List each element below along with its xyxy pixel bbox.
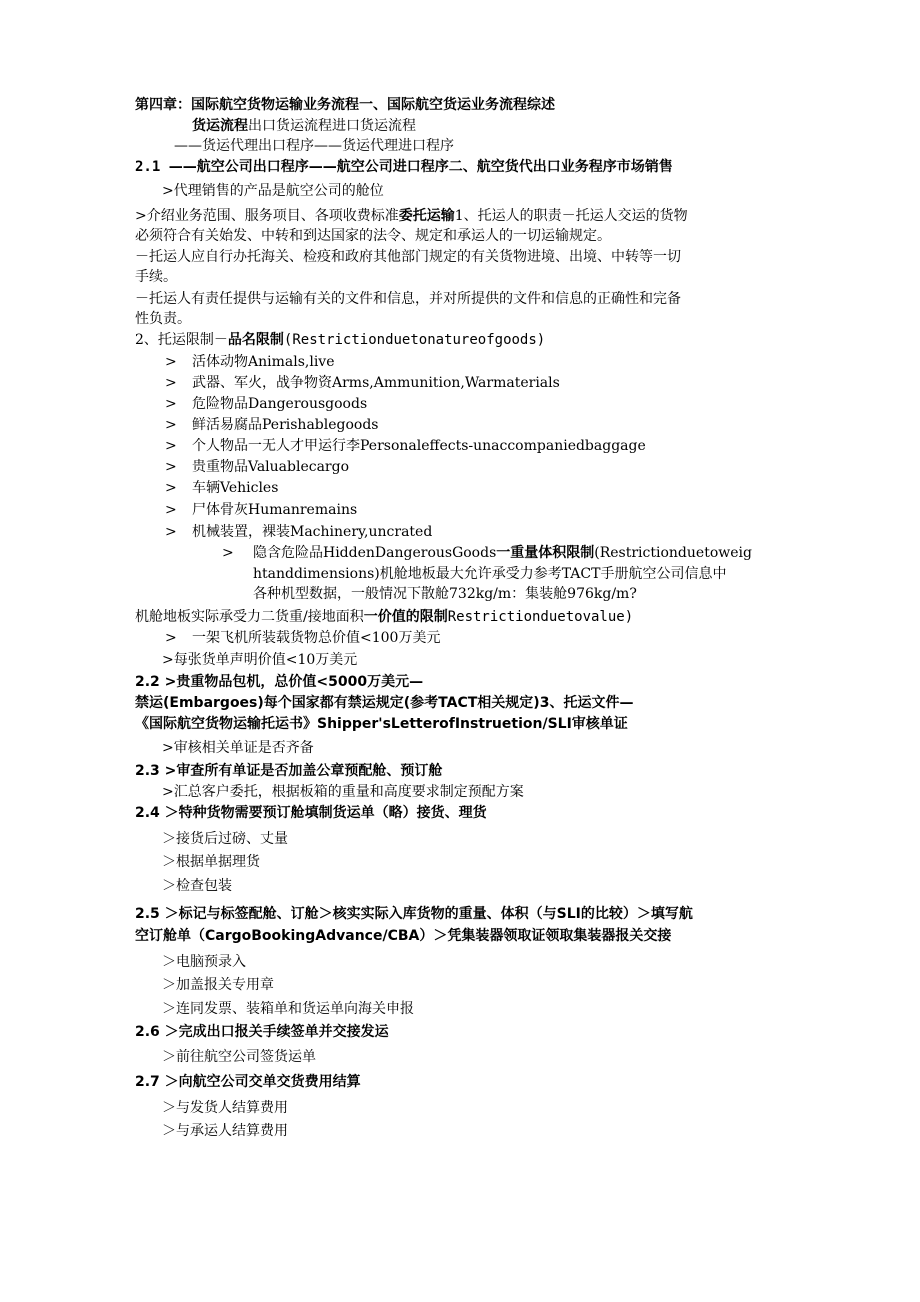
list-item-text: 个人物品一无人才甲运行李Personaleffects-unaccompaniedbaggage <box>192 438 646 454</box>
list-item-text: 武器、军火，战争物资Arms,Ammunition,Warmaterials <box>192 375 560 391</box>
text-segment: Restrictionduetovalue) <box>447 609 634 625</box>
section-2-5: 2.5 ＞标记与标签配舱、订舱＞核实实际入库货物的重量、体积（与SLI的比较）＞填写航 <box>135 906 693 922</box>
list-item <box>165 374 560 392</box>
text-line: －托运人应自行办托海关、检疫和政府其他部门规定的有关货物进境、出境、中转等一切 <box>135 249 681 265</box>
text-line: 禁运(Embargoes)每个国家都有禁运规定(参考TACT相关规定)3、托运文件— <box>135 695 634 711</box>
list-item-text: 鲜活易腐品Perishablegoods <box>192 417 379 433</box>
flow-line <box>192 117 416 135</box>
text-line: ＞根据单据理货 <box>162 854 260 870</box>
section-2-6: 2.6 ＞完成出口报关手续签单并交接发运 <box>135 1024 389 1040</box>
flow-label: 货运流程 <box>192 118 248 134</box>
text-line: －托运人有责任提供与运输有关的文件和信息，并对所提供的文件和信息的正确性和完备 <box>135 291 681 307</box>
bold-term: 委托运输 <box>398 208 455 224</box>
bold-term: 一价值的限制 <box>363 609 448 625</box>
text-segment: >介绍业务范围、服务项目、各项收费标准 <box>135 208 399 224</box>
list-item <box>165 479 278 497</box>
bullet: > <box>165 459 177 475</box>
text-line: >汇总客户委托，根据板箱的重量和高度要求制定预配方案 <box>162 784 524 800</box>
text-line: htanddimensions)机舱地板最大允许承受力参考TACT手册航空公司信息中 <box>253 566 727 582</box>
list-item <box>165 629 440 647</box>
list-item-text: 一架飞机所装载货物总价值<100万美元 <box>192 630 441 646</box>
bullet: > <box>165 480 177 496</box>
text-line: >代理销售的产品是航空公司的舱位 <box>162 183 384 199</box>
bullet: > <box>165 354 177 370</box>
flow-text: 出口货运流程进口货运流程 <box>248 118 416 134</box>
section-2-1 <box>135 158 673 176</box>
list-item-text: 危险物品Dangerousgoods <box>192 396 368 412</box>
agent-flow-line: ——货运代理出口程序——货运代理进口程序 <box>174 138 454 154</box>
text-segment: 隐含危险品HiddenDangerousGoods <box>253 545 497 561</box>
bullet: > <box>165 438 177 454</box>
text-line: 必须符合有关始发、中转和到达国家的法令、规定和承运人的一切运输规定。 <box>135 228 611 244</box>
bullet: > <box>165 375 177 391</box>
section-number: 2.1 <box>135 159 169 175</box>
text-line <box>135 608 633 626</box>
text-line: ＞加盖报关专用章 <box>162 977 274 993</box>
text-line: 性负责。 <box>135 311 191 327</box>
text-line: 空订舱单（CargoBookingAdvance/CBA）＞凭集装器领取证领取集装器报关交接 <box>135 928 672 944</box>
text-line: ＞与发货人结算费用 <box>162 1100 288 1116</box>
text-line <box>135 207 688 225</box>
section-2-3: 2.3 >审查所有单证是否加盖公章预配舱、预订舱 <box>135 763 443 779</box>
bullet: > <box>165 630 177 646</box>
text-segment: 2、托运限制－ <box>135 332 228 348</box>
bullet: > <box>165 417 177 433</box>
bullet: > <box>222 545 234 561</box>
bold-term: 品名限制 <box>227 332 284 348</box>
list-item <box>165 416 378 434</box>
text-segment: (Restrictionduetonatureofgoods) <box>283 332 546 348</box>
text-line: ＞与承运人结算费用 <box>162 1123 288 1139</box>
list-item-text: 活体动物Animals,live <box>192 354 335 370</box>
text-line: ＞检查包装 <box>162 878 232 894</box>
nested-list-item <box>222 544 752 562</box>
list-item <box>165 458 349 476</box>
list-item-text: 贵重物品Valuablecargo <box>192 459 350 475</box>
restriction-heading <box>135 331 545 349</box>
section-2-7: 2.7 ＞向航空公司交单交货费用结算 <box>135 1074 361 1090</box>
text-line: 手续。 <box>135 269 177 285</box>
bullet: > <box>165 524 177 540</box>
list-item <box>165 395 367 413</box>
text-line: >审核相关单证是否齐备 <box>162 740 314 756</box>
section-2-2: 2.2 >贵重物品包机，总价值<5000万美元— <box>135 674 424 690</box>
bold-term: 一重量体积限制 <box>496 545 595 561</box>
text-line: ＞连同发票、装箱单和货运单向海关申报 <box>162 1001 414 1017</box>
list-item-text: 机械装置，裸装Machinery,uncrated <box>192 524 433 540</box>
section-2-4: 2.4 ＞特种货物需要预订舱填制货运单（略）接货、理货 <box>135 805 487 821</box>
list-item <box>165 353 335 371</box>
list-item-text: 车辆Vehicles <box>192 480 279 496</box>
list-item <box>165 523 432 541</box>
text-segment: 1、托运人的职责－托运人交运的货物 <box>454 208 688 224</box>
text-line: 《国际航空货物运输托运书》Shipper'sLetterofInstruetion/SLI审核单证 <box>135 716 628 732</box>
text-line: 各种机型数据，一般情况下散舱732kg/m：集装舱976kg/m? <box>253 586 637 602</box>
text-line: >每张货单声明价值<10万美元 <box>162 652 358 668</box>
text-line: ＞接货后过磅、丈量 <box>162 831 288 847</box>
chapter-heading: 第四章：国际航空货物运输业务流程一、国际航空货运业务流程综述 <box>135 97 555 113</box>
text-segment: (Restrictionduetoweig <box>594 545 752 561</box>
text-segment: 机舱地板实际承受力二货重/接地面积 <box>135 609 364 625</box>
list-item-text: 尸体骨灰Humanremains <box>192 502 358 518</box>
list-item <box>165 437 646 455</box>
list-item <box>165 501 357 519</box>
text-line: ＞前往航空公司签货运单 <box>162 1049 316 1065</box>
bullet: > <box>165 502 177 518</box>
bullet: > <box>165 396 177 412</box>
text-line: ＞电脑预录入 <box>162 954 246 970</box>
section-title: ——航空公司出口程序——航空公司进口程序二、航空货代出口业务程序市场销售 <box>168 159 673 175</box>
